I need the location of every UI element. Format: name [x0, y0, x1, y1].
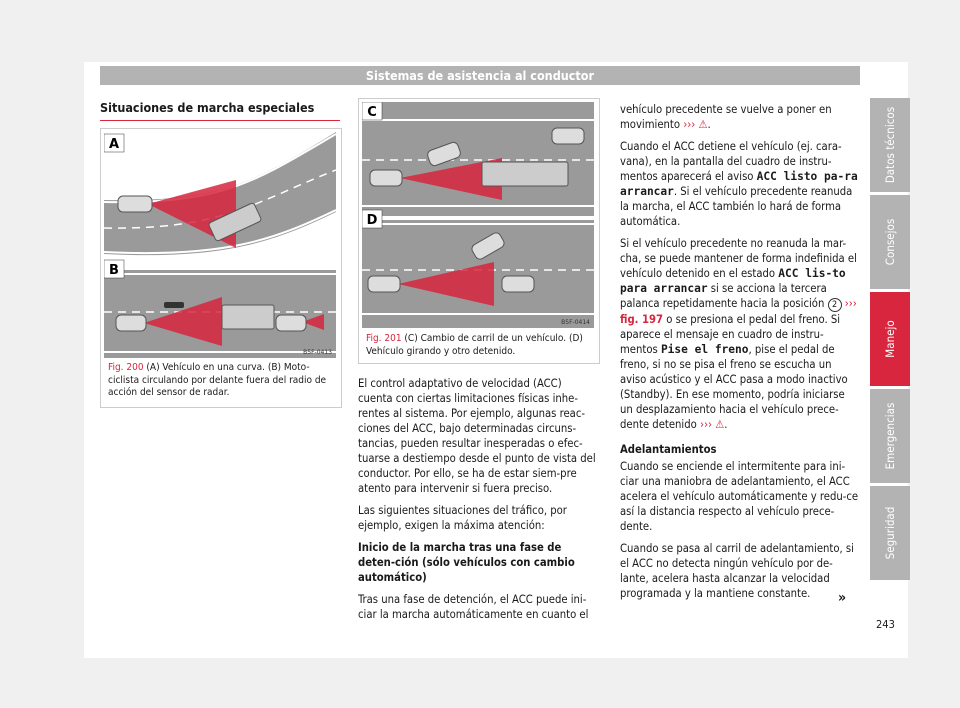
figure-201-illustration: [362, 102, 594, 328]
tab-consejos[interactable]: Consejos: [870, 195, 910, 289]
subheading: Adelantamientos: [620, 443, 717, 456]
paragraph: Tras una fase de detención, el ACC puede ini-ciar la marcha automáticamente en cuanto el: [358, 593, 589, 621]
continue-arrow: »: [838, 590, 847, 606]
section-rule: [100, 120, 340, 121]
text-column-middle: [358, 376, 598, 629]
warning-icon: ⚠: [698, 118, 708, 131]
figure-201-caption: Fig. 201 (C) Cambio de carril de un vehículo. (D) Vehículo girando y otro detenido.: [366, 333, 583, 357]
paragraph: Cuando se enciende el intermitente para ini-ciar una maniobra de adelantamiento, el ACC acelera el vehículo automáticamente y redu-ce así la distancia respecto al vehículo prece-dente.: [620, 460, 859, 533]
paragraph: Cuando el ACC detiene el vehículo (ej. cara-vana), en la pantalla del cuadro de instru-mentos aparecerá el aviso ACC listo pa-ra arrancar. Si el vehículo precedente reanuda la marcha, el ACC también lo hará de forma automática.: [620, 140, 858, 228]
text-column-right: [620, 102, 860, 608]
paragraph: vehículo precedente se vuelve a poner en movimiento ››› ⚠.: [620, 103, 832, 131]
tab-manejo[interactable]: Manejo: [870, 292, 910, 386]
figure-letter-c: C: [367, 105, 377, 120]
page-header: Sistemas de asistencia al conductor: [100, 66, 860, 85]
figure-letter-b: B: [109, 263, 119, 278]
figure-letter-a: A: [108, 137, 120, 152]
paragraph: Las siguientes situaciones del tráfico, por ejemplo, exigen la máxima atención:: [358, 504, 567, 532]
figure-letter-d: D: [366, 213, 378, 228]
cross-ref-arrows[interactable]: ›››: [683, 118, 696, 131]
display-message: ACC lis-to para arrancar: [620, 267, 846, 295]
tab-datos-tecnicos[interactable]: Datos técnicos: [870, 98, 910, 192]
display-message: ACC listo pa-ra arrancar: [620, 170, 858, 198]
figure-200-caption: Fig. 200 (A) Vehículo en una curva. (B) Moto-ciclista circulando por delante fuera del radio de acción del sensor de radar.: [108, 362, 327, 398]
figure-reference-link[interactable]: fig. 197: [620, 313, 664, 326]
paragraph: El control adaptativo de velocidad (ACC) cuenta con ciertas limitaciones físicas inhe-rentes al sistema. Por ejemplo, algunas reac-ciones del ACC, bajo determinadas circuns-tancias, pueden resultar inesperadas o efec-tuarse a destiempo desde el punto de vista del conductor. Por ello, se ha de estar siem-pre atento para intervenir si fuera preciso.: [358, 377, 596, 495]
figure-number: Fig. 201: [366, 333, 402, 344]
section-title: Situaciones de marcha especiales: [100, 100, 315, 115]
position-badge: 2: [828, 298, 842, 312]
page-number: 243: [876, 618, 895, 631]
tab-seguridad[interactable]: Seguridad: [870, 486, 910, 580]
tab-emergencias[interactable]: Emergencias: [870, 389, 910, 483]
subheading: Inicio de la marcha tras una fase de deten-ción (sólo vehículos con cambio automático): [358, 541, 575, 584]
figure-code: B5F-0414: [561, 319, 590, 326]
figure-code: B5F-0413: [303, 349, 332, 356]
cross-ref-arrows[interactable]: ›››: [844, 297, 857, 310]
figure-200-illustration: [104, 132, 336, 358]
warning-icon: ⚠: [715, 418, 725, 431]
cross-ref-arrows[interactable]: ›››: [699, 418, 713, 431]
paragraph: Cuando se pasa al carril de adelantamiento, si el ACC no detecta ningún vehículo por de-lante, acelera hasta alcanzar la velocidad programada y la mantiene constante.: [620, 542, 854, 600]
figure-number: Fig. 200: [108, 362, 144, 373]
paragraph: Si el vehículo precedente no reanuda la mar-cha, se puede mantener de forma indefinida el vehículo detenido en el estado ACC lis-to para arrancar si se acciona la tercera palanca repetidamente hacia la posición 2 ››› fig. 197 o se presiona el pedal del freno. Si aparece el mensaje en cuadro de instru-mentos Pise el freno, pise el pedal de freno, si no se pisa el freno se escucha un aviso acústico y el ACC pasa a modo inactivo (Standby). En ese momento, podría iniciarse un desplazamiento hacia el vehículo prece-dente detenido ››› ⚠.: [620, 237, 857, 431]
display-message: Pise el freno: [660, 343, 749, 356]
